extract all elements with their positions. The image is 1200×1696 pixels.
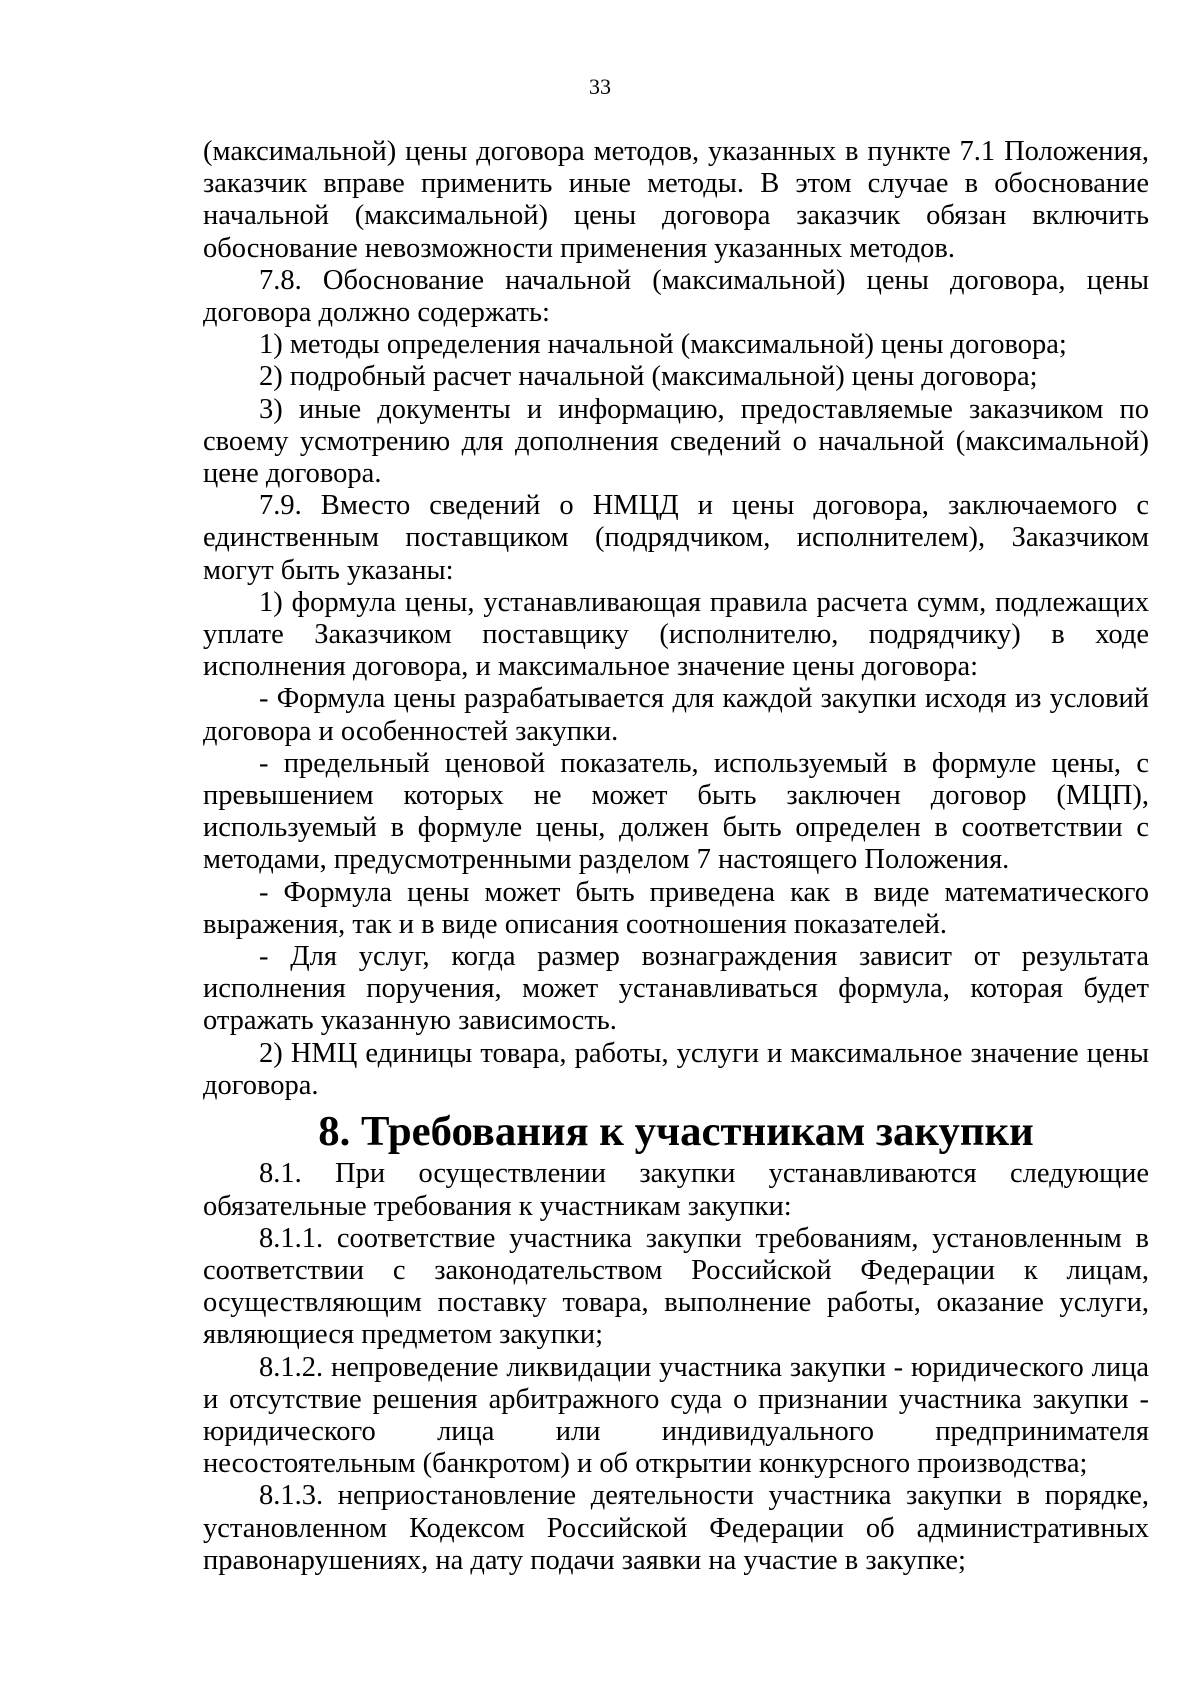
paragraph: 8.1.1. соответствие участника закупки требованиям, установленным в соответствии с законодательством Российской Федерации к лицам, осуществляющим поставку товара, выполнение работы, оказание услуги, являющиеся предметом закупки; xyxy=(203,1222,1149,1351)
paragraph: 8.1. При осуществлении закупки устанавливаются следующие обязательные требования к участникам закупки: xyxy=(203,1158,1149,1222)
section-8 xyxy=(203,1158,1149,1577)
section-heading: 8. Требования к участникам закупки xyxy=(318,1108,1034,1156)
list-item: 2) подробный расчет начальной (максимальной) цены договора; xyxy=(259,361,1038,393)
page-number: 33 xyxy=(589,74,611,99)
bullet-item: - Формула цены разрабатывается для каждой закупки исходя из условий договора и особенностей закупки. xyxy=(203,683,1149,747)
bullet-item: - предельный ценовой показатель, используемый в формуле цены, с превышением которых не может быть заключен договор (МЦП), используемый в формуле цены, должен быть определен в соответствии с методами, предусмотренными разделом 7 настоящего Положения. xyxy=(203,747,1149,876)
paragraph: (максимальной) цены договора методов, указанных в пункте 7.1 Положения, заказчик вправе применить иные методы. В этом случае в обоснование начальной (максимальной) цены договора заказчик обязан включить обоснование невозможности применения указанных методов. xyxy=(203,136,1149,264)
paragraph: 8.1.3. неприостановление деятельности участника закупки в порядке, установленном Кодексом Российской Федерации об административных правонарушениях, на дату подачи заявки на участие в закупке; xyxy=(203,1480,1149,1576)
list-item: 1) методы определения начальной (максимальной) цены договора; xyxy=(259,329,1067,361)
document-body xyxy=(203,136,1149,1577)
bullet-item: - Формула цены может быть приведена как в виде математического выражения, так и в виде описания соотношения показателей. xyxy=(203,876,1149,940)
section-7-continuation xyxy=(203,136,1149,1102)
paragraph: 7.8. Обоснование начальной (максимальной) цены договора, цены договора должно содержать: xyxy=(203,264,1149,329)
list-item: 1) формула цены, устанавливающая правила расчета сумм, подлежащих уплате Заказчиком поставщику (исполнителю, подрядчику) в ходе исполнения договора, и максимальное значение цены договора: xyxy=(203,586,1149,683)
bullet-item: - Для услуг, когда размер вознаграждения зависит от результата исполнения поручения, может устанавливаться формула, которая будет отражать указанную зависимость. xyxy=(203,941,1149,1037)
list-item: 2) НМЦ единицы товара, работы, услуги и максимальное значение цены договора. xyxy=(203,1037,1149,1101)
list-item: 3) иные документы и информацию, предоставляемые заказчиком по своему усмотрению для дополнения сведений о начальной (максимальной) цене договора. xyxy=(203,393,1149,490)
paragraph: 7.9. Вместо сведений о НМЦД и цены договора, заключаемого с единственным поставщиком (подрядчиком, исполнителем), Заказчиком могут быть указаны: xyxy=(203,490,1149,586)
paragraph: 8.1.2. непроведение ликвидации участника закупки - юридического лица и отсутствие решения арбитражного суда о признании участника закупки - юридического лица или индивидуального предпринимателя несостоятельным (банкротом) и об открытии конкурсного производства; xyxy=(203,1351,1149,1480)
